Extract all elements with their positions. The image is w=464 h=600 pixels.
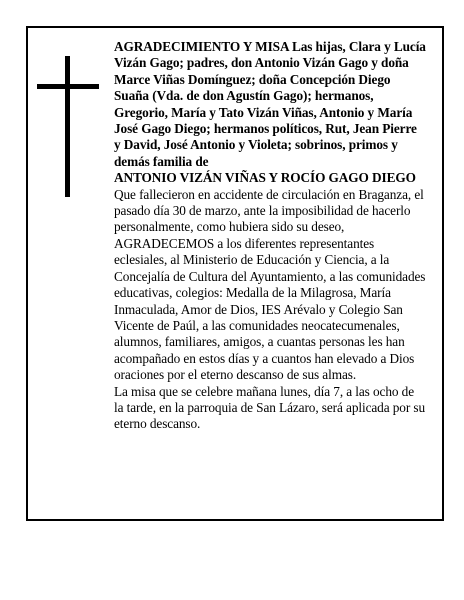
cross-icon-crossbar bbox=[37, 84, 99, 89]
gratitude-paragraph: Que fallecieron en accidente de circulación en Braganza, el pasado día 30 de marzo, ante la imposibilidad de hacerlo personalmente, como hubiera sido su deseo, AGRADECEMOS a los diferentes representantes eclesiales, al Ministerio de Educación y Ciencia, a la Concejalía de Cultura del Ayuntamiento, a las comunidades educativas, colegios: Medalla de la Milagrosa, María Inmaculada, Amor de Dios, IES Arévalo y Colegio San Vicente de Paúl, a las comunidades neocatecumenales, alumnos, familiares, amigos, a cuantas personas les han acompañado en estos días y a cuantos han elevado a Dios oraciones por el eterno descanso de sus almas. bbox=[114, 186, 426, 383]
notice-text-block bbox=[114, 39, 426, 433]
notice-heading: AGRADECIMIENTO Y MISA Las hijas, Clara y Lucía Vizán Gago; padres, don Antonio Vizán Gago y doña Marce Viñas Domínguez; doña Concepción Diego Suaña (Vda. de don Agustín Gago); hermanos, Gregorio, María y Tato Vizán Viñas, Antonio y María José Gago Diego; hermanos políticos, Rut, Jean Pierre y David, José Antonio y Violeta; sobrinos, primos y demás familia de bbox=[114, 39, 426, 169]
mass-paragraph: La misa que se celebre mañana lunes, día 7, a las ocho de la tarde, en la parroquia de San Lázaro, será aplicada por su eterno descanso. bbox=[114, 383, 426, 432]
cross-icon bbox=[65, 56, 70, 197]
deceased-names: ANTONIO VIZÁN VIÑAS Y ROCÍO GAGO DIEGO bbox=[114, 170, 416, 186]
